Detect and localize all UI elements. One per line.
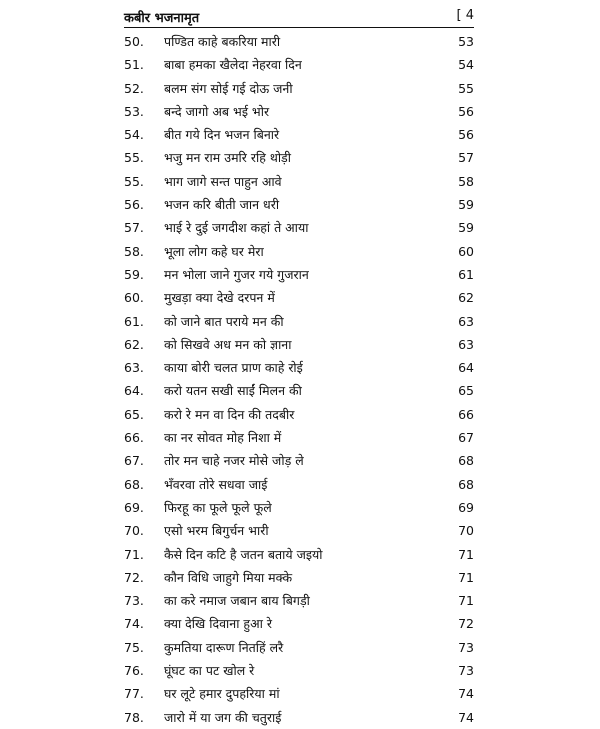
entry-page: 55 [458,80,474,96]
toc-entry [124,193,474,216]
toc-entry [124,519,474,542]
entry-title: क्या देखि दिवाना हुआ रे [164,616,272,632]
entry-title: करो रे मन वा दिन की तदबीर [164,406,295,422]
entry-number: 71. [124,546,144,562]
entry-number: 51. [124,57,144,73]
entry-page: 73 [458,639,474,655]
entry-page: 71 [458,593,474,609]
entry-number: 65. [124,406,144,422]
entry-title: का नर सोवत मोह निशा में [164,430,282,446]
entry-page: 56 [458,103,474,119]
entry-title: भाग जागे सन्त पाहुन आवे [164,173,282,189]
toc-entry [124,496,474,519]
toc-entry [124,53,474,76]
entry-page: 61 [458,266,474,282]
toc-entry [124,100,474,123]
entry-number: 78. [124,709,144,725]
entry-number: 58. [124,243,144,259]
entry-page: 67 [458,430,474,446]
entry-title: को सिखवे अध मन को ज्ञाना [164,336,292,352]
entry-number: 72. [124,569,144,585]
toc-entry [124,426,474,449]
entry-title: एसो भरम बिगुर्चन भारी [164,523,269,539]
toc-entry [124,706,474,729]
entry-number: 64. [124,383,144,399]
entry-title: पण्डित काहे बकरिया मारी [164,34,281,49]
toc-entry [124,170,474,193]
entry-page: 59 [458,197,474,213]
entry-page: 60 [458,243,474,259]
toc-entry [124,30,474,53]
entry-page: 74 [458,709,474,725]
entry-title: बीत गये दिन भजन बिनारे [164,127,280,143]
entry-number: 50. [124,34,144,49]
entry-number: 55. [124,173,144,189]
book-title: कबीर भजनामृत [124,11,200,26]
toc-entry [124,612,474,635]
entry-title: मुखड़ा क्या देखे दरपन में [164,290,275,306]
entry-number: 67. [124,453,144,469]
entry-title: तोर मन चाहे नजर मोसे जोड़ ले [164,453,304,469]
entry-number: 56. [124,197,144,213]
entry-number: 62. [124,336,144,352]
entry-page: 68 [458,476,474,492]
entry-page: 64 [458,360,474,376]
toc-entry [124,240,474,263]
entry-number: 66. [124,430,144,446]
entry-number: 61. [124,313,144,329]
entry-title: मन भोला जाने गुजर गये गुजरान [164,266,309,282]
toc-entry [124,473,474,496]
entry-page: 59 [458,220,474,236]
entry-number: 70. [124,523,144,539]
entry-page: 58 [458,173,474,189]
entry-number: 69. [124,499,144,515]
entry-page: 62 [458,290,474,306]
toc-entry [124,356,474,379]
toc-entry [124,659,474,682]
table-of-contents [124,30,474,729]
entry-title: भजु मन राम उमरि रहि थोड़ी [164,150,291,166]
header-rule [124,27,474,28]
entry-title: घूंघट का पट खोल रे [164,663,255,679]
entry-number: 55. [124,150,144,166]
entry-number: 75. [124,639,144,655]
entry-title: फिरहू का फूले फूले फूले [164,499,272,515]
toc-entry [124,449,474,472]
entry-title: करो यतन सखी साईं मिलन की [164,383,302,399]
entry-title: काया बोरी चलत प्राण काहे रोई [164,360,303,376]
toc-entry [124,682,474,705]
entry-title: कैसे दिन कटि है जतन बताये जइयो [164,546,323,562]
entry-page: 56 [458,127,474,143]
toc-entry [124,146,474,169]
toc-entry [124,263,474,286]
entry-title: बाबा हमका खैलेदा नेहरवा दिन [164,57,302,73]
entry-number: 73. [124,593,144,609]
entry-page: 54 [458,57,474,73]
entry-title: कौन विधि जाहुगे मिया मक्के [164,569,293,585]
toc-entry [124,543,474,566]
entry-page: 65 [458,383,474,399]
page-number: [ 4 [456,8,474,23]
entry-page: 70 [458,523,474,539]
entry-number: 57. [124,220,144,236]
entry-page: 69 [458,499,474,515]
entry-number: 74. [124,616,144,632]
entry-page: 53 [458,34,474,49]
entry-title: बन्दे जागो अब भई भोर [164,103,270,119]
entry-title: भँवरवा तोरे सधवा जाई [164,476,268,492]
toc-entry [124,333,474,356]
entry-title: भूला लोग कहे घर मेरा [164,243,264,259]
entry-title: का करे नमाज जबान बाय बिगड़ी [164,593,310,609]
entry-page: 57 [458,150,474,166]
entry-title: को जाने बात पराये मन की [164,313,284,329]
entry-number: 76. [124,663,144,679]
entry-page: 72 [458,616,474,632]
entry-page: 66 [458,406,474,422]
entry-number: 68. [124,476,144,492]
entry-title: जारो में या जग की चतुराई [164,709,282,725]
toc-entry [124,310,474,333]
entry-number: 53. [124,103,144,119]
entry-page: 68 [458,453,474,469]
toc-entry [124,636,474,659]
entry-number: 63. [124,360,144,376]
entry-page: 71 [458,546,474,562]
entry-number: 54. [124,127,144,143]
entry-title: भाई रे दुई जगदीश कहां ते आया [164,220,309,236]
toc-entry [124,216,474,239]
page-header [124,6,474,26]
toc-entry [124,77,474,100]
toc-entry [124,403,474,426]
entry-page: 74 [458,686,474,702]
entry-number: 52. [124,80,144,96]
entry-number: 77. [124,686,144,702]
toc-entry [124,286,474,309]
toc-entry [124,566,474,589]
entry-title: घर लूटे हमार दुपहरिया मां [164,686,280,702]
entry-title: बलम संग सोई गई दोऊ जनी [164,80,293,96]
toc-entry [124,123,474,146]
entry-number: 59. [124,266,144,282]
entry-page: 63 [458,336,474,352]
entry-page: 71 [458,569,474,585]
entry-title: भजन करि बीती जान धरी [164,197,280,213]
toc-entry [124,589,474,612]
entry-title: कुमतिया दारूण नितहिं लरै [164,639,284,655]
entry-page: 63 [458,313,474,329]
entry-page: 73 [458,663,474,679]
toc-entry [124,379,474,402]
entry-number: 60. [124,290,144,306]
